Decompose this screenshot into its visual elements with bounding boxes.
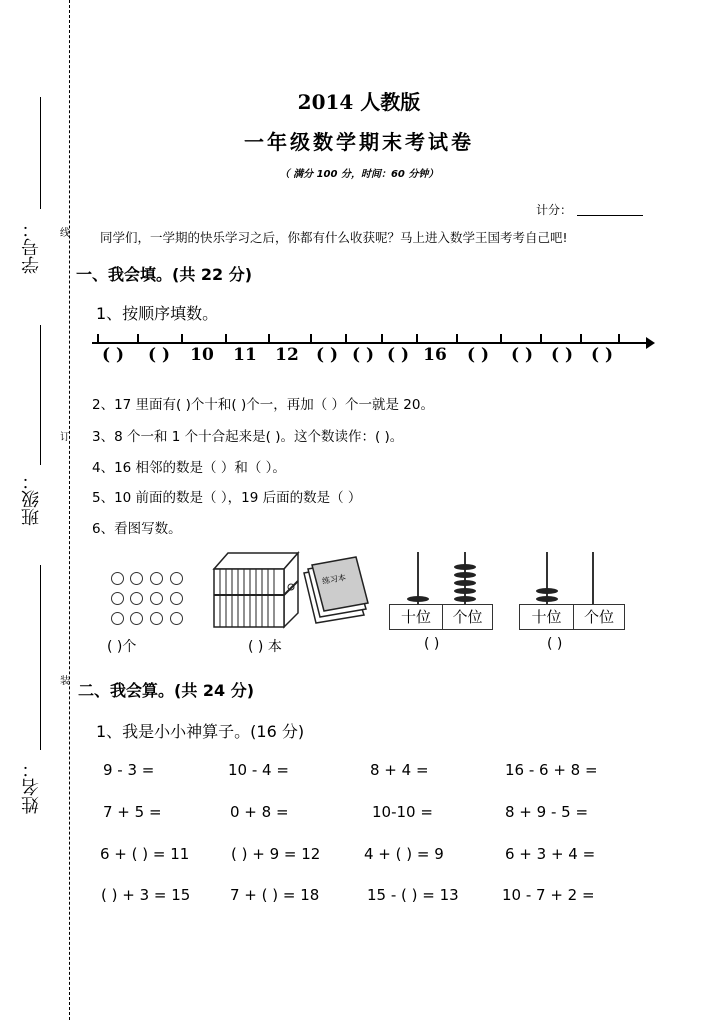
calc-item: 10 - 4 = [228, 761, 289, 779]
calc-item: ( ) + 9 = 12 [231, 845, 321, 863]
calc-item: 10 - 7 + 2 = [502, 886, 595, 904]
number-line-cell: ( ) [386, 345, 409, 365]
binding-mark-zhuang: 装 [60, 676, 70, 687]
number-line-tick [310, 334, 312, 343]
exam-title: 2014 人教版 [297, 90, 421, 114]
calc-item: 6 + 3 + 4 = [505, 845, 596, 863]
number-line-cell: ( ) [550, 345, 573, 365]
tens-label: 十位 [390, 605, 443, 629]
circle-icon [170, 592, 183, 605]
circle-icon [150, 612, 163, 625]
number-line-tick [268, 334, 270, 343]
number-line-tick [181, 334, 183, 343]
number-line-tick [540, 334, 542, 343]
picture1-caption: ( )个 [107, 639, 137, 655]
circle-icon [111, 572, 124, 585]
ones-label: 个位 [452, 608, 483, 626]
bead-icon [454, 596, 476, 602]
calc-item: 6 + ( ) = 11 [100, 845, 190, 863]
picture2-caption: ( ) 本 [248, 639, 282, 655]
bead-icon [536, 588, 558, 594]
circle-icon [170, 612, 183, 625]
number-line-arrow [646, 337, 655, 349]
calc-item: 15 - ( ) = 13 [367, 886, 459, 904]
abacus-rod [592, 552, 594, 604]
calc-item: ( ) + 3 = 15 [101, 886, 191, 904]
picture3-caption: ( ) [424, 636, 440, 652]
binding-mark-ding: 订 [60, 432, 70, 443]
student-id-label: 学号： [21, 220, 42, 274]
number-line-cell: ( ) [101, 345, 124, 365]
class-label: 班级： [21, 472, 42, 526]
notebook-icon [304, 557, 368, 623]
number-line-cell: ( ) [147, 345, 170, 365]
number-line-cell: 16 [423, 345, 447, 365]
number-line-tick [97, 334, 99, 343]
number-line-tick [456, 334, 458, 343]
number-line-cell: ( ) [466, 345, 489, 365]
book-bundle-icon [214, 553, 298, 627]
number-line-cell: 12 [275, 345, 299, 365]
number-line-cell: ( ) [590, 345, 613, 365]
calc-item: 8 + 4 = [370, 761, 429, 779]
exam-meta: （ 满分 100 分，时间：60 分钟） [279, 169, 439, 180]
section1-q4: 4、16 相邻的数是（ ）和（ ）。 [92, 460, 286, 476]
intro-text: 同学们，一学期的快乐学习之后，你都有什么收获呢？马上进入数学王国考考自己吧! [100, 230, 568, 245]
picture4-caption: ( ) [547, 636, 563, 652]
name-label: 姓名： [21, 760, 42, 814]
calc-item: 7 + ( ) = 18 [230, 886, 320, 904]
calc-item: 7 + 5 = [103, 803, 162, 821]
exam-subtitle: 一年级数学期末考试卷 [244, 130, 474, 154]
circle-icon [130, 592, 143, 605]
bead-icon [454, 580, 476, 586]
number-line-cell: 11 [233, 345, 257, 365]
section2-q1: 1、我是小小神算子。(16 分) [96, 722, 305, 741]
tens-label: 十位 [520, 605, 574, 629]
number-line-tick [416, 334, 418, 343]
section1-title: 一、我会填。(共 22 分) [76, 265, 253, 284]
number-line-cell: ( ) [510, 345, 533, 365]
section2-title: 二、我会算。(共 24 分) [78, 681, 255, 700]
circle-icon [150, 592, 163, 605]
calc-item: 9 - 3 = [103, 761, 155, 779]
calc-item: 16 - 6 + 8 = [505, 761, 598, 779]
name-underline [40, 565, 41, 750]
circle-icon [111, 612, 124, 625]
bead-icon [454, 588, 476, 594]
bead-icon [407, 596, 429, 602]
bead-icon [536, 596, 558, 602]
section1-q5: 5、10 前面的数是（ ），19 后面的数是（ ） [92, 490, 362, 506]
circle-icon [111, 592, 124, 605]
bead-icon [454, 564, 476, 570]
number-line-axis [92, 342, 648, 344]
section1-q2: 2、17 里面有( )个十和( )个一，再加（ ）个一就是 20。 [92, 397, 434, 413]
calc-item: 8 + 9 - 5 = [505, 803, 589, 821]
binding-mark-xian: 线 [60, 228, 70, 239]
circle-icon [130, 612, 143, 625]
section1-q3: 3、8 个一和 1 个十合起来是( )。这个数读作：( )。 [92, 429, 404, 445]
score-label: 计分： [536, 203, 573, 217]
calc-item: 10-10 = [372, 803, 433, 821]
number-line-tick [137, 334, 139, 343]
circle-icon [150, 572, 163, 585]
number-line-tick [580, 334, 582, 343]
ones-label: 个位 [583, 608, 614, 626]
number-line-tick [500, 334, 502, 343]
number-line-tick [225, 334, 227, 343]
number-line-cell: ( ) [351, 345, 374, 365]
section1-q6: 6、看图写数。 [92, 521, 182, 537]
number-line-cell: ( ) [315, 345, 338, 365]
score-blank [577, 215, 643, 216]
section1-q1: 1、按顺序填数。 [96, 304, 219, 323]
calc-item: 0 + 8 = [230, 803, 289, 821]
number-line-cell: 10 [190, 345, 214, 365]
books-picture [212, 551, 372, 629]
number-line-tick [618, 334, 620, 343]
class-underline [40, 325, 41, 465]
abacus-place-box [519, 604, 625, 630]
calc-item: 4 + ( ) = 9 [364, 845, 444, 863]
circle-icon [170, 572, 183, 585]
number-line-tick [381, 334, 383, 343]
circle-icon [130, 572, 143, 585]
bead-icon [454, 572, 476, 578]
notebook-label: 练习本 [321, 572, 347, 587]
number-line-tick [345, 334, 347, 343]
abacus-place-box [389, 604, 493, 630]
